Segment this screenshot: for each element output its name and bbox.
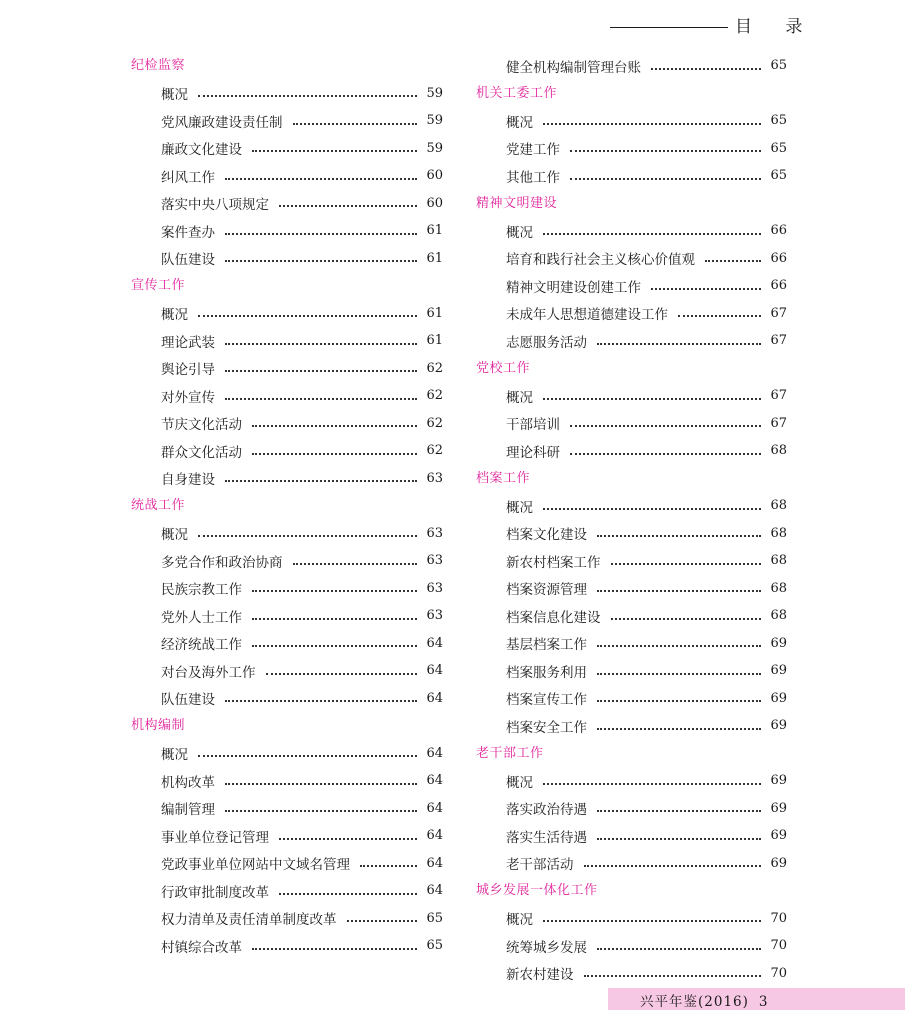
- toc-entry-label: 统筹城乡发展: [506, 939, 587, 956]
- toc-entry[interactable]: [476, 382, 787, 410]
- toc-entry-page: 59: [426, 113, 443, 129]
- toc-entry[interactable]: [131, 850, 443, 878]
- toc-entry[interactable]: [131, 437, 443, 465]
- dot-leader: [225, 178, 417, 180]
- toc-entry[interactable]: [476, 437, 787, 465]
- toc-entry-page: 68: [770, 553, 787, 569]
- section-heading[interactable]: 宣传工作: [131, 278, 186, 293]
- toc-entry-label: 村镇综合改革: [161, 939, 242, 956]
- section-heading[interactable]: 纪检监察: [131, 58, 186, 73]
- toc-entry-page: 65: [426, 938, 443, 954]
- toc-entry[interactable]: [131, 190, 443, 218]
- dot-leader: [279, 205, 417, 207]
- toc-entry-page: 69: [770, 828, 787, 844]
- toc-entry-label: 概况: [506, 774, 533, 791]
- toc-entry[interactable]: [476, 795, 787, 823]
- toc-entry[interactable]: [476, 327, 787, 355]
- toc-entry-label: 老干部活动: [506, 857, 574, 874]
- toc-entry-label: 精神文明建设创建工作: [506, 279, 641, 296]
- toc-entry-page: 67: [770, 415, 787, 431]
- dot-leader: [543, 123, 761, 125]
- toc-entry-label: 自身建设: [161, 472, 215, 489]
- toc-entry-page: 64: [426, 800, 443, 816]
- toc-entry-page: 69: [770, 718, 787, 734]
- dot-leader: [198, 755, 417, 757]
- dot-leader: [543, 398, 761, 400]
- dot-leader: [252, 590, 417, 592]
- toc-entry-label: 概况: [506, 499, 533, 516]
- toc-entry-page: 70: [770, 910, 787, 926]
- dot-leader: [252, 150, 417, 152]
- toc-entry-label: 档案宣传工作: [506, 692, 587, 709]
- dot-leader: [198, 535, 417, 537]
- toc-entry[interactable]: [131, 520, 443, 548]
- toc-entry-page: 61: [426, 250, 443, 266]
- toc-entry-label: 培育和践行社会主义核心价值观: [506, 252, 695, 269]
- toc-entry[interactable]: [131, 80, 443, 108]
- section-heading[interactable]: 机关工委工作: [476, 85, 558, 101]
- dot-leader: [597, 948, 761, 950]
- toc-entry-label: 志愿服务活动: [506, 334, 587, 351]
- toc-entry-label: 编制管理: [161, 802, 215, 819]
- dot-leader: [584, 975, 762, 977]
- dot-leader: [225, 260, 417, 262]
- toc-entry-page: 70: [770, 938, 787, 954]
- dot-leader: [597, 728, 761, 730]
- toc-entry-label: 健全机构编制管理台账: [506, 59, 641, 76]
- dot-leader: [225, 700, 417, 702]
- toc-entry[interactable]: [131, 107, 443, 135]
- toc-entry-page: 61: [426, 333, 443, 349]
- toc-entry-label: 行政审批制度改革: [161, 884, 269, 901]
- toc-entry[interactable]: [131, 382, 443, 410]
- toc-entry[interactable]: [476, 657, 787, 685]
- dot-leader: [651, 68, 761, 70]
- toc-entry[interactable]: [131, 767, 443, 795]
- dot-leader: [266, 673, 418, 675]
- toc-entry-page: 62: [426, 415, 443, 431]
- toc-entry-label: 党风廉政建设责任制: [161, 114, 283, 131]
- toc-entry-page: 59: [426, 140, 443, 156]
- section-heading[interactable]: 党校工作: [476, 360, 531, 376]
- toc-entry-label: 理论武装: [161, 334, 215, 351]
- dot-leader: [597, 673, 761, 675]
- toc-entry-page: 69: [770, 663, 787, 679]
- toc-entry[interactable]: [476, 822, 787, 850]
- toc-entry-page: 63: [426, 580, 443, 596]
- toc-entry[interactable]: [476, 410, 787, 438]
- toc-entry[interactable]: [131, 355, 443, 383]
- toc-entry[interactable]: [131, 465, 443, 493]
- toc-entry[interactable]: [476, 492, 787, 520]
- toc-entry-label: 基层档案工作: [506, 637, 587, 654]
- toc-entry-label: 落实中央八项规定: [161, 197, 269, 214]
- section-heading[interactable]: 城乡发展一体化工作: [476, 883, 598, 898]
- toc-entry-page: 66: [770, 250, 787, 266]
- footer-page-number: 3: [758, 994, 769, 1010]
- toc-entry-page: 59: [426, 85, 443, 101]
- dot-leader: [225, 810, 417, 812]
- toc-entry[interactable]: [131, 327, 443, 355]
- toc-entry-page: 64: [426, 690, 443, 706]
- toc-entry-page: 63: [426, 553, 443, 569]
- toc-entry[interactable]: [476, 905, 787, 933]
- header-rule: [610, 27, 728, 28]
- toc-entry-page: 64: [426, 663, 443, 679]
- toc-entry-page: 65: [770, 168, 787, 184]
- toc-entry[interactable]: [131, 932, 443, 960]
- dot-leader: [347, 920, 418, 922]
- toc-entry[interactable]: [131, 657, 443, 685]
- dot-leader: [597, 590, 761, 592]
- toc-entry-label: 概况: [161, 87, 188, 104]
- toc-entry[interactable]: [131, 245, 443, 273]
- toc-entry-label: 档案资源管理: [506, 582, 587, 599]
- dot-leader: [293, 563, 418, 565]
- dot-leader: [705, 260, 761, 262]
- toc-entry-label: 概况: [161, 527, 188, 544]
- toc-entry-page: 68: [770, 443, 787, 459]
- toc-entry[interactable]: [476, 245, 787, 273]
- dot-leader: [570, 453, 761, 455]
- dot-leader: [611, 618, 762, 620]
- toc-entry-label: 其他工作: [506, 169, 560, 186]
- toc-entry-page: 64: [426, 635, 443, 651]
- dot-leader: [198, 315, 417, 317]
- section-heading[interactable]: 机构编制: [131, 718, 186, 733]
- toc-entry-label: 新农村建设: [506, 967, 574, 984]
- dot-leader: [225, 370, 417, 372]
- section-heading[interactable]: 老干部工作: [476, 745, 544, 761]
- toc-entry-label: 多党合作和政治协商: [161, 554, 283, 571]
- toc-entry-page: 69: [770, 773, 787, 789]
- toc-entry-page: 68: [770, 498, 787, 514]
- toc-entry-page: 61: [426, 305, 443, 321]
- section-heading[interactable]: 精神文明建设: [476, 195, 558, 211]
- toc-entry[interactable]: [131, 822, 443, 850]
- toc-entry-page: 64: [426, 773, 443, 789]
- toc-entry[interactable]: [131, 135, 443, 163]
- toc-entry-label: 机构改革: [161, 774, 215, 791]
- toc-entry-page: 69: [770, 690, 787, 706]
- toc-entry-label: 理论科研: [506, 444, 560, 461]
- toc-entry-label: 廉政文化建设: [161, 142, 242, 159]
- toc-entry[interactable]: [476, 630, 787, 658]
- toc-entry-page: 68: [770, 525, 787, 541]
- toc-entry-label: 党建工作: [506, 142, 560, 159]
- toc-entry-page: 69: [770, 800, 787, 816]
- toc-entry[interactable]: [476, 767, 787, 795]
- toc-entry-label: 案件查办: [161, 224, 215, 241]
- toc-column-left: [131, 52, 443, 960]
- toc-entry[interactable]: [131, 795, 443, 823]
- toc-entry[interactable]: [476, 52, 787, 80]
- dot-leader: [225, 233, 417, 235]
- dot-leader: [597, 810, 761, 812]
- toc-entry-page: 62: [426, 388, 443, 404]
- toc-entry-page: 63: [426, 470, 443, 486]
- toc-entry-label: 新农村档案工作: [506, 554, 601, 571]
- toc-entry-page: 68: [770, 608, 787, 624]
- toc-entry-page: 69: [770, 635, 787, 651]
- toc-entry-label: 概况: [506, 114, 533, 131]
- toc-entry-label: 档案文化建设: [506, 527, 587, 544]
- dot-leader: [678, 315, 761, 317]
- toc-entry[interactable]: [476, 602, 787, 630]
- toc-entry-label: 落实政治待遇: [506, 802, 587, 819]
- dot-leader: [252, 618, 417, 620]
- toc-entry[interactable]: [476, 712, 787, 740]
- toc-entry[interactable]: [131, 217, 443, 245]
- toc-entry-page: 65: [770, 140, 787, 156]
- dot-leader: [597, 343, 761, 345]
- toc-entry[interactable]: [476, 547, 787, 575]
- toc-entry-page: 70: [770, 965, 787, 981]
- toc-entry[interactable]: [131, 905, 443, 933]
- toc-entry-page: 60: [426, 168, 443, 184]
- dot-leader: [570, 425, 761, 427]
- toc-entry[interactable]: [476, 520, 787, 548]
- toc-entry-label: 权力清单及责任清单制度改革: [161, 912, 337, 929]
- toc-entry-label: 档案服务利用: [506, 664, 587, 681]
- dot-leader: [597, 838, 761, 840]
- dot-leader: [597, 700, 761, 702]
- dot-leader: [570, 150, 761, 152]
- toc-entry-label: 概况: [506, 224, 533, 241]
- toc-entry-page: 64: [426, 828, 443, 844]
- dot-leader: [252, 948, 417, 950]
- toc-entry[interactable]: [476, 685, 787, 713]
- dot-leader: [570, 178, 761, 180]
- toc-entry-page: 65: [426, 910, 443, 926]
- toc-entry[interactable]: [476, 960, 787, 988]
- toc-entry-page: 63: [426, 525, 443, 541]
- toc-entry-page: 66: [770, 278, 787, 294]
- toc-entry-page: 65: [770, 58, 787, 74]
- toc-entry[interactable]: [476, 135, 787, 163]
- dot-leader: [651, 288, 761, 290]
- dot-leader: [252, 645, 417, 647]
- toc-entry[interactable]: [131, 630, 443, 658]
- dot-leader: [611, 563, 762, 565]
- toc-entry-label: 对外宣传: [161, 389, 215, 406]
- toc-entry-page: 67: [770, 333, 787, 349]
- dot-leader: [543, 508, 761, 510]
- toc-entry[interactable]: [131, 410, 443, 438]
- toc-entry-label: 对台及海外工作: [161, 664, 256, 681]
- dot-leader: [198, 95, 417, 97]
- toc-entry-label: 档案安全工作: [506, 719, 587, 736]
- toc-entry[interactable]: [131, 877, 443, 905]
- toc-entry-page: 64: [426, 883, 443, 899]
- toc-entry-label: 节庆文化活动: [161, 417, 242, 434]
- toc-column-right: [476, 52, 787, 987]
- section-heading[interactable]: 档案工作: [476, 470, 531, 486]
- toc-entry[interactable]: [131, 547, 443, 575]
- toc-entry-label: 舆论引导: [161, 362, 215, 379]
- dot-leader: [293, 123, 418, 125]
- toc-entry-page: 69: [770, 855, 787, 871]
- toc-entry[interactable]: [476, 162, 787, 190]
- toc-entry-label: 党政事业单位网站中文域名管理: [161, 857, 350, 874]
- toc-entry[interactable]: [131, 602, 443, 630]
- dot-leader: [584, 865, 762, 867]
- toc-entry-label: 民族宗教工作: [161, 582, 242, 599]
- footer: [640, 990, 768, 1010]
- dot-leader: [543, 233, 761, 235]
- dot-leader: [252, 453, 417, 455]
- toc-entry-page: 63: [426, 608, 443, 624]
- toc-entry-label: 概况: [506, 912, 533, 929]
- toc-entry[interactable]: [476, 217, 787, 245]
- toc-entry-label: 落实生活待遇: [506, 829, 587, 846]
- toc-entry-page: 64: [426, 855, 443, 871]
- toc-entry[interactable]: [131, 162, 443, 190]
- footer-book-title: 兴平年鉴(2016): [640, 994, 749, 1010]
- toc-entry[interactable]: [131, 685, 443, 713]
- toc-entry-label: 经济统战工作: [161, 637, 242, 654]
- dot-leader: [252, 425, 417, 427]
- toc-entry-page: 64: [426, 745, 443, 761]
- dot-leader: [543, 920, 761, 922]
- toc-entry-page: 65: [770, 113, 787, 129]
- dot-leader: [225, 783, 417, 785]
- toc-entry[interactable]: [476, 107, 787, 135]
- toc-entry-page: 61: [426, 223, 443, 239]
- toc-entry-page: 67: [770, 388, 787, 404]
- toc-entry[interactable]: [131, 575, 443, 603]
- page-title: 目 录: [735, 17, 817, 37]
- toc-entry-label: 概况: [161, 307, 188, 324]
- dot-leader: [225, 343, 417, 345]
- toc-entry-page: 67: [770, 305, 787, 321]
- dot-leader: [597, 645, 761, 647]
- section-heading[interactable]: 统战工作: [131, 498, 186, 513]
- toc-entry[interactable]: [476, 850, 787, 878]
- toc-entry-label: 纠风工作: [161, 169, 215, 186]
- dot-leader: [360, 865, 417, 867]
- toc-entry-label: 概况: [506, 389, 533, 406]
- toc-entry[interactable]: [476, 575, 787, 603]
- toc-entry-label: 干部培训: [506, 417, 560, 434]
- toc-entry-page: 62: [426, 443, 443, 459]
- toc-entry-page: 62: [426, 360, 443, 376]
- toc-entry-label: 队伍建设: [161, 692, 215, 709]
- toc-entry[interactable]: [476, 932, 787, 960]
- dot-leader: [225, 398, 417, 400]
- toc-entry[interactable]: [131, 740, 443, 768]
- toc-entry-page: 60: [426, 195, 443, 211]
- dot-leader: [225, 480, 417, 482]
- toc-entry-page: 66: [770, 223, 787, 239]
- toc-entry-label: 党外人士工作: [161, 609, 242, 626]
- toc-entry-label: 档案信息化建设: [506, 609, 601, 626]
- toc-entry-label: 事业单位登记管理: [161, 829, 269, 846]
- toc-entry-label: 概况: [161, 747, 188, 764]
- toc-entry[interactable]: [131, 300, 443, 328]
- toc-entry-label: 未成年人思想道德建设工作: [506, 307, 668, 324]
- dot-leader: [279, 893, 417, 895]
- dot-leader: [597, 535, 761, 537]
- toc-entry[interactable]: [476, 272, 787, 300]
- toc-entry-page: 68: [770, 580, 787, 596]
- toc-entry[interactable]: [476, 300, 787, 328]
- dot-leader: [279, 838, 417, 840]
- dot-leader: [543, 783, 761, 785]
- toc-entry-label: 队伍建设: [161, 252, 215, 269]
- toc-entry-label: 群众文化活动: [161, 444, 242, 461]
